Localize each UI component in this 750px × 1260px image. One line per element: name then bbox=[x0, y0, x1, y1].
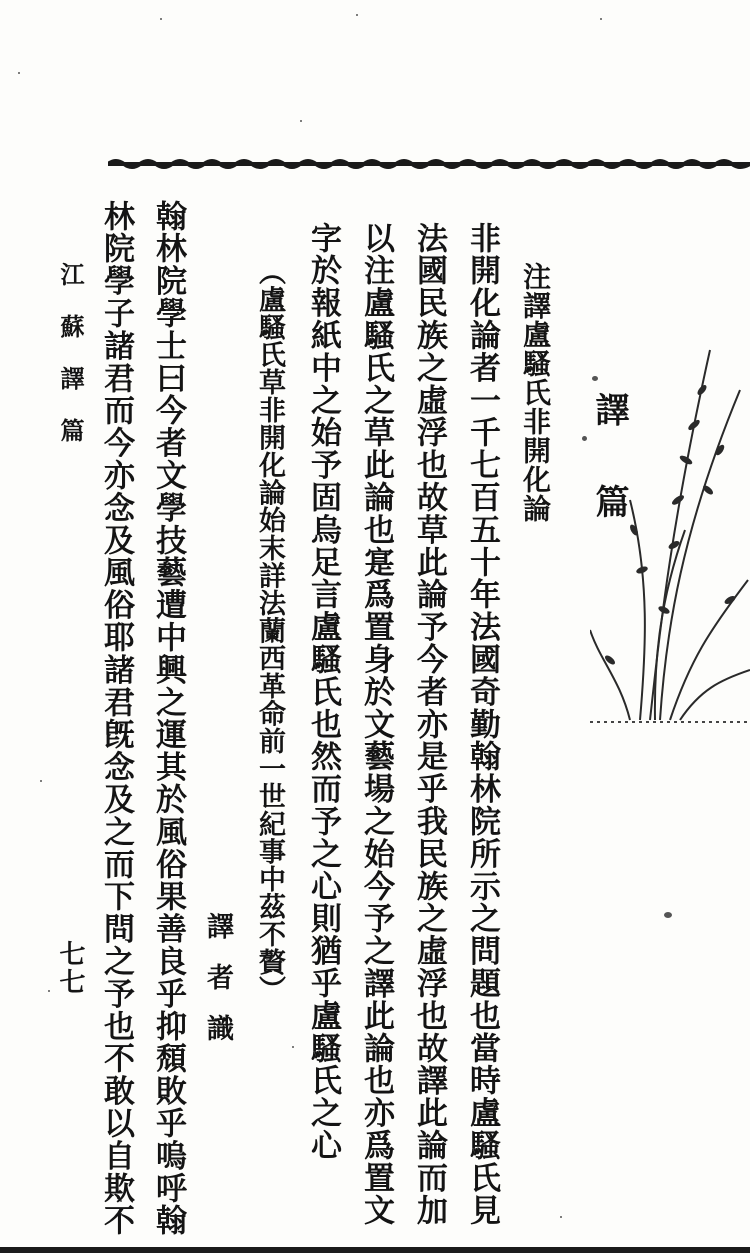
body-column-2: 法國民族之虛浮也故草此論予今者亦是乎我民族之虛浮也故譯此論而加 bbox=[411, 222, 447, 1227]
body-column-4: 字於報紙中之始予固烏足言盧騷氏也然而予之心則猶乎盧騷氏之心 bbox=[305, 222, 341, 1162]
main-column-2: 林院學子諸君而今亦念及風俗耶諸君旣念及之而下問之予也不敢以自欺不 bbox=[98, 200, 134, 1237]
print-speck bbox=[600, 18, 602, 20]
print-speck bbox=[18, 72, 20, 74]
print-speck bbox=[292, 1046, 294, 1048]
decorative-top-rule bbox=[108, 158, 750, 170]
print-speck bbox=[560, 1216, 562, 1218]
preface-note: （盧騷氏草非開化論始末詳法蘭西革命前一世紀事中茲不贅） bbox=[254, 258, 285, 1004]
print-speck bbox=[300, 120, 302, 122]
print-speck bbox=[664, 912, 672, 918]
main-column-1: 翰林院學士曰今者文學技藝遭中興之運其於風俗果善良乎抑頹敗乎嗚呼翰 bbox=[150, 200, 186, 1237]
print-speck bbox=[48, 990, 50, 992]
body-column-1: 非開化論者一千七百五十年法國奇勤翰林院所示之問題也當時盧騷氏見 bbox=[464, 222, 500, 1227]
print-speck bbox=[40, 780, 42, 782]
article-title: 注譯盧騷氏非開化論 bbox=[519, 262, 552, 523]
section-heading: 譯篇 bbox=[589, 392, 629, 576]
page-number: 七七 bbox=[55, 940, 85, 996]
print-speck bbox=[160, 18, 162, 20]
print-speck bbox=[356, 14, 358, 16]
heading-ornament-dot bbox=[582, 436, 587, 441]
running-title: 江蘇譯篇 bbox=[56, 262, 85, 470]
bottom-rule bbox=[0, 1247, 750, 1253]
grass-illustration bbox=[590, 330, 750, 730]
body-column-3: 以注盧騷氏之草此論也寔爲置身於文藝場之始今予之譯此論也亦爲置文 bbox=[358, 222, 394, 1227]
translator-signature: 譯者識 bbox=[202, 912, 233, 1065]
